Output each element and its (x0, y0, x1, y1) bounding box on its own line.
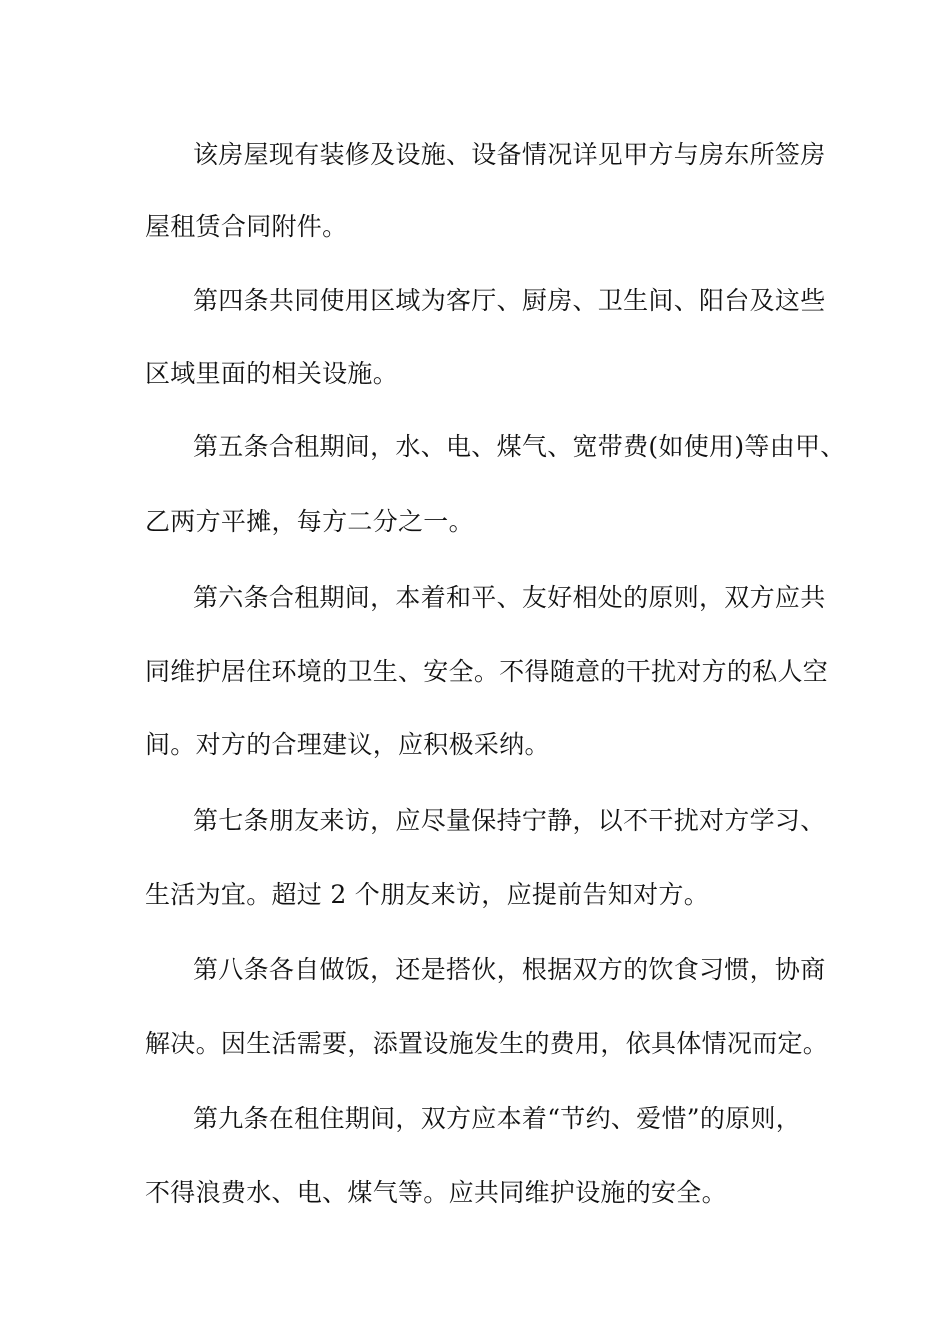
paragraph-line: 第九条在租住期间，双方应本着“节约、爱惜”的原则， (193, 1104, 802, 1133)
paragraph-line: 第五条合租期间，水、电、煤气、宽带费(如使用)等由甲、 (193, 432, 846, 461)
paragraph-line: 屋租赁合同附件。 (145, 212, 348, 241)
paragraph-line: 解决。因生活需要，添置设施发生的费用，依具体情况而定。 (145, 1029, 829, 1058)
paragraph-line: 乙两方平摊，每方二分之一。 (145, 507, 474, 536)
paragraph-line: 第六条合租期间，本着和平、友好相处的原则，双方应共 (193, 583, 826, 612)
paragraph-line: 生活为宜。超过 2 个朋友来访，应提前告知对方。 (145, 880, 710, 909)
paragraph-line: 同维护居住环境的卫生、安全。不得随意的干扰对方的私人空 (145, 657, 829, 686)
paragraph-line: 第四条共同使用区域为客厅、厨房、卫生间、阳台及这些 (193, 286, 826, 315)
paragraph-line: 第七条朋友来访，应尽量保持宁静，以不干扰对方学习、 (193, 806, 826, 835)
paragraph-line: 不得浪费水、电、煤气等。应共同维护设施的安全。 (145, 1178, 727, 1207)
paragraph-line: 区域里面的相关设施。 (145, 359, 399, 388)
paragraph-line: 该房屋现有装修及设施、设备情况详见甲方与房东所签房 (193, 140, 826, 169)
paragraph-line: 第八条各自做饭，还是搭伙，根据双方的饮食习惯，协商 (193, 955, 826, 984)
paragraph-line: 间。对方的合理建议，应积极采纳。 (145, 730, 550, 759)
